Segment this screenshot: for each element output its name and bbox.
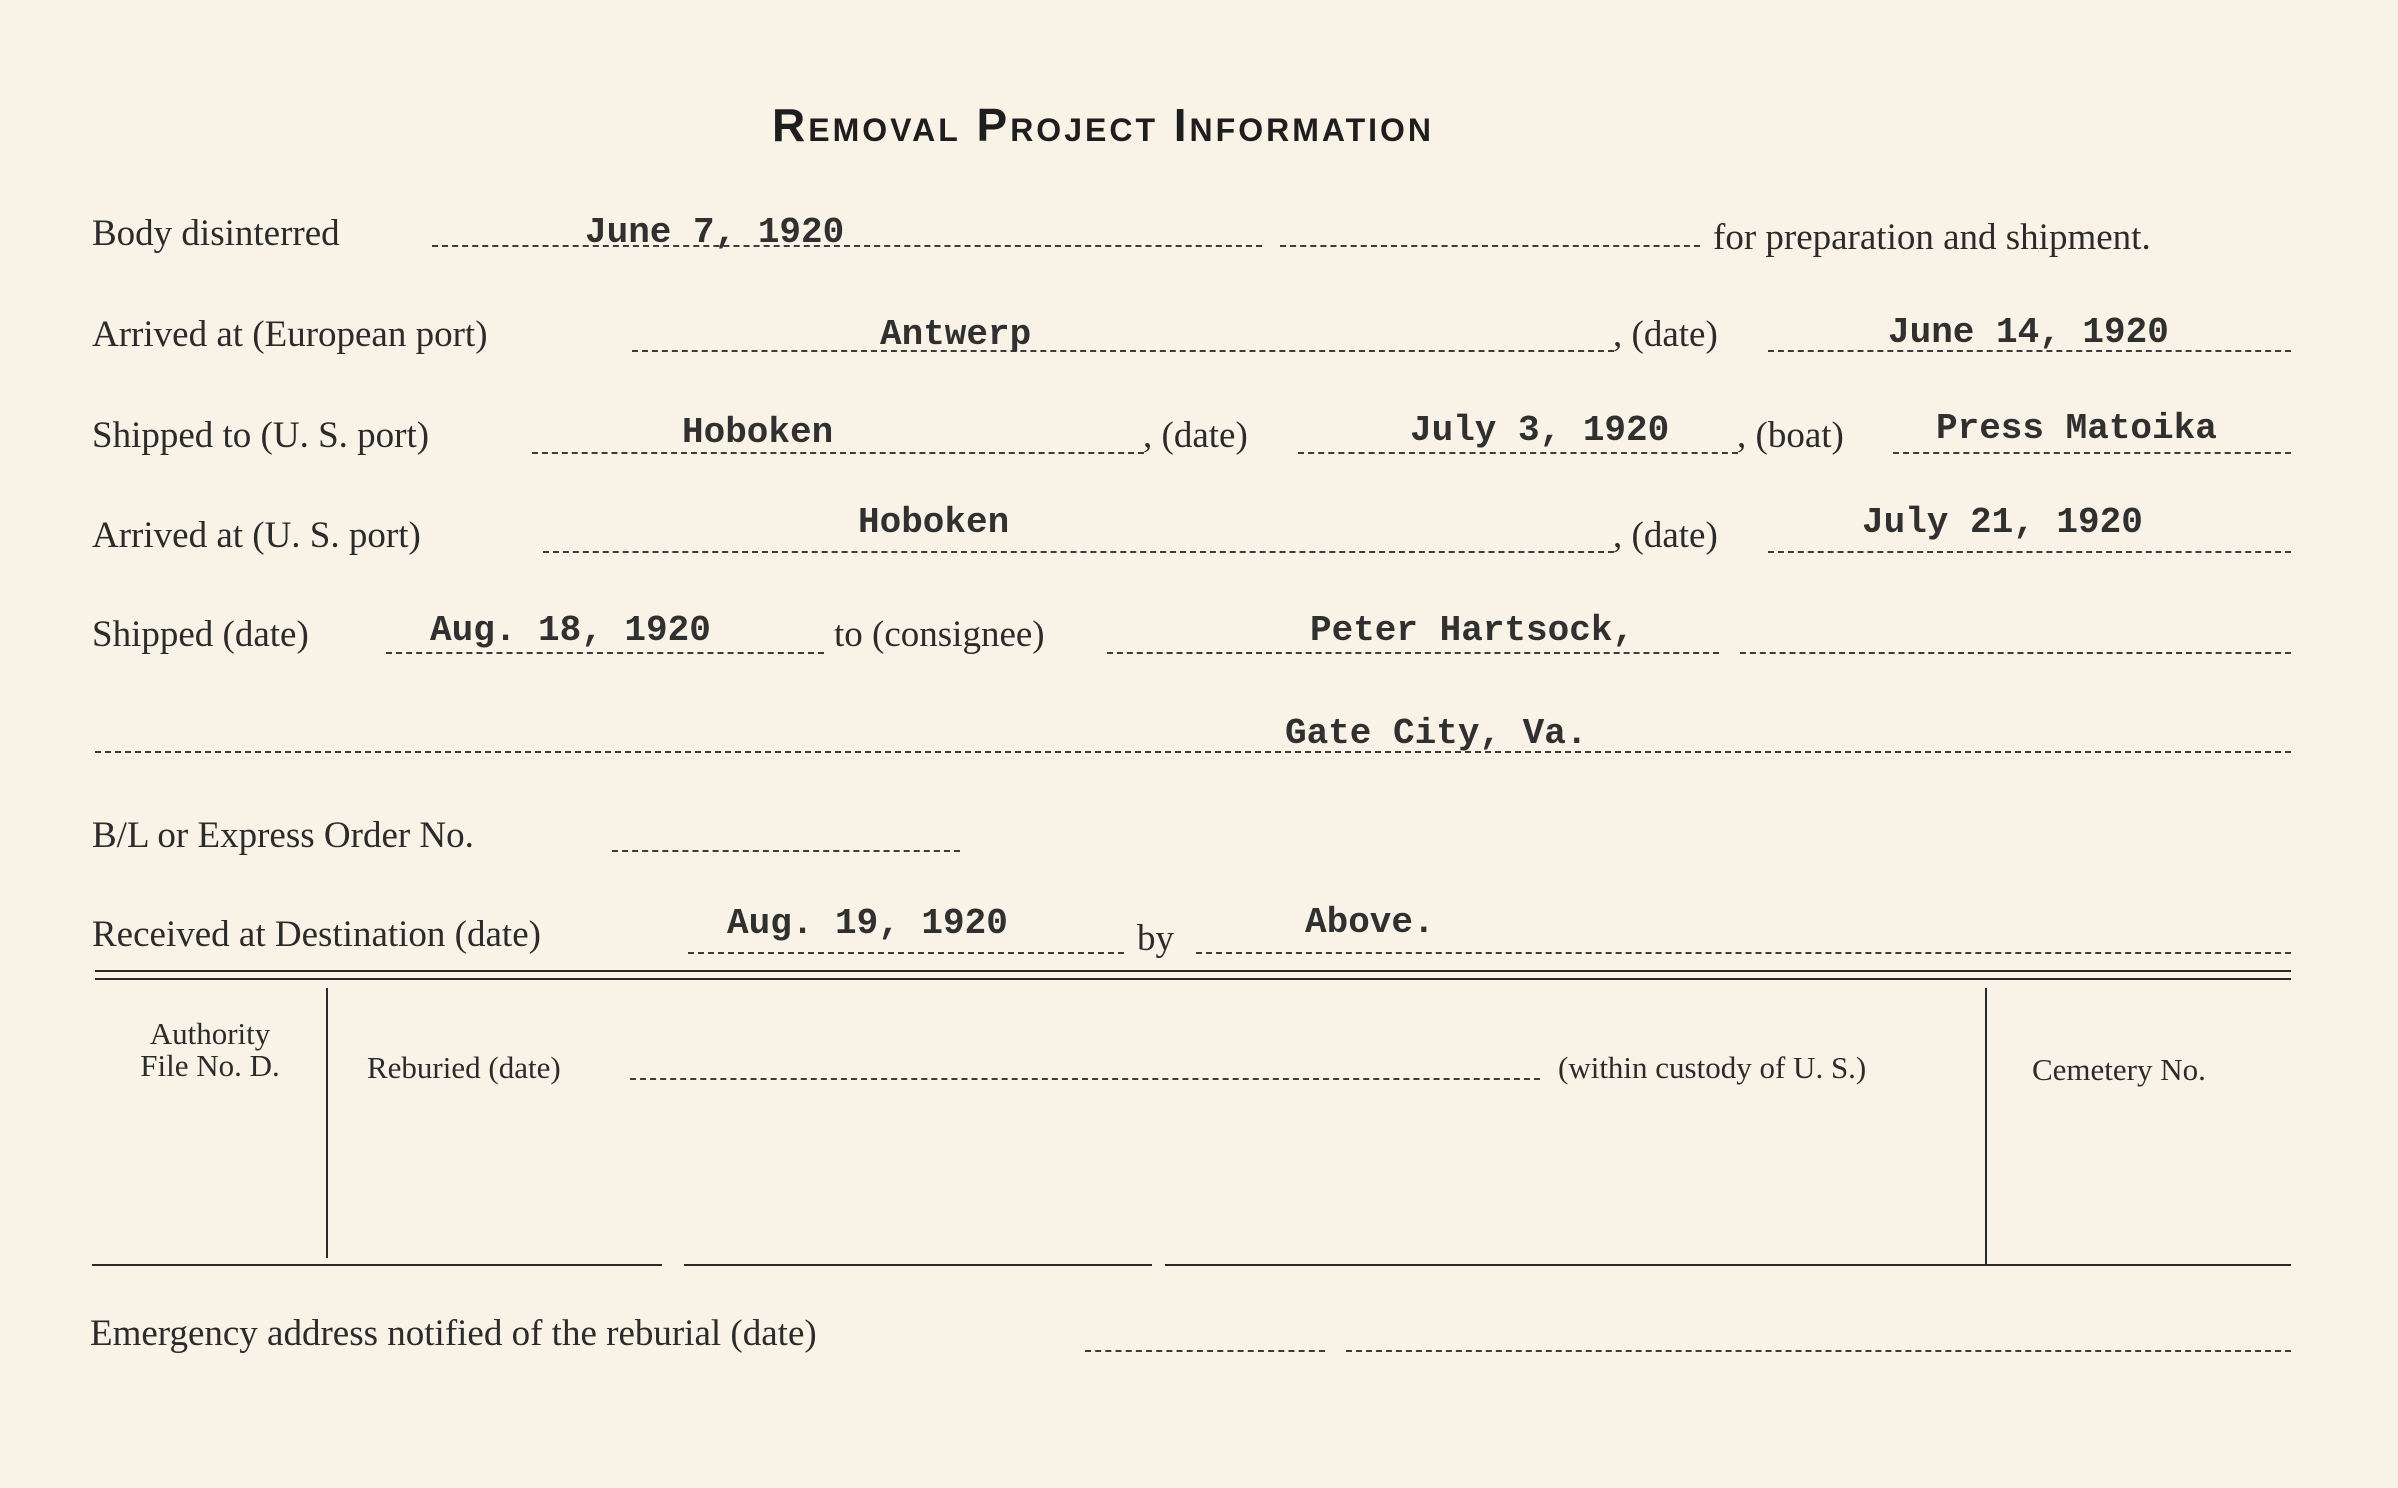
arrived-us-value: Hoboken bbox=[858, 502, 1010, 543]
arrived-us-label: Arrived at (U. S. port) bbox=[92, 515, 421, 556]
consignee-line bbox=[1107, 652, 1719, 654]
cemetery-column-divider bbox=[1985, 988, 1987, 1264]
arrived-us-date-line bbox=[1768, 551, 2291, 553]
received-date: Aug. 19, 1920 bbox=[727, 903, 1008, 944]
consignee-label: to (consignee) bbox=[834, 614, 1045, 655]
european-port-line bbox=[632, 350, 1614, 352]
preparation-shipment-label: for preparation and shipment. bbox=[1713, 217, 2151, 258]
authority-column-divider bbox=[326, 988, 328, 1258]
authority-label: Authority bbox=[149, 1016, 271, 1051]
european-port-date-label: , (date) bbox=[1613, 314, 1718, 355]
shipped-date-value: Aug. 18, 1920 bbox=[430, 610, 711, 651]
shipped-to-us-date-line bbox=[1298, 452, 1738, 454]
bottom-rule-2 bbox=[684, 1264, 1152, 1266]
received-by-line bbox=[1196, 952, 2291, 954]
bl-label: B/L or Express Order No. bbox=[92, 815, 474, 856]
arrived-us-date: July 21, 1920 bbox=[1862, 502, 2143, 543]
divider-bottom bbox=[95, 978, 2291, 980]
european-port-label: Arrived at (European port) bbox=[92, 314, 488, 355]
european-port-date: June 14, 1920 bbox=[1888, 312, 2169, 353]
received-date-line bbox=[688, 952, 1124, 954]
european-port-value: Antwerp bbox=[880, 314, 1032, 355]
emergency-label: Emergency address notified of the reburial (date) bbox=[90, 1313, 817, 1354]
received-by-value: Above. bbox=[1305, 902, 1435, 943]
body-disinterred-line-2 bbox=[1280, 245, 1700, 247]
bottom-rule-1 bbox=[92, 1264, 662, 1266]
received-label: Received at Destination (date) bbox=[92, 914, 541, 955]
shipped-to-us-label: Shipped to (U. S. port) bbox=[92, 415, 430, 456]
received-by-label: by bbox=[1137, 918, 1174, 959]
shipped-to-us-date: July 3, 1920 bbox=[1410, 410, 1670, 451]
address-line bbox=[95, 751, 2291, 753]
shipped-to-us-value: Hoboken bbox=[682, 412, 834, 453]
custody-label: (within custody of U. S.) bbox=[1558, 1050, 1867, 1085]
shipped-to-us-date-label: , (date) bbox=[1143, 415, 1248, 456]
reburied-line bbox=[630, 1078, 1540, 1080]
arrived-us-date-label: , (date) bbox=[1613, 515, 1718, 556]
emergency-line-2 bbox=[1346, 1350, 2291, 1352]
shipped-date-line bbox=[386, 652, 824, 654]
divider-top bbox=[95, 970, 2291, 972]
boat-label: , (boat) bbox=[1737, 415, 1844, 456]
bottom-rule-3 bbox=[1165, 1264, 2291, 1266]
consignee-value: Peter Hartsock, bbox=[1310, 610, 1635, 651]
boat-line bbox=[1893, 452, 2291, 454]
shipped-date-label: Shipped (date) bbox=[92, 614, 309, 655]
reburied-label: Reburied (date) bbox=[367, 1050, 561, 1085]
body-disinterred-line bbox=[432, 245, 1262, 247]
body-disinterred-label: Body disinterred bbox=[92, 213, 340, 254]
consignee-line-2 bbox=[1740, 652, 2291, 654]
card-title: Removal Project Information bbox=[772, 99, 1435, 151]
shipped-to-us-line bbox=[532, 452, 1144, 454]
arrived-us-line bbox=[543, 551, 1614, 553]
body-disinterred-value: June 7, 1920 bbox=[585, 212, 845, 253]
file-no-label: File No. D. bbox=[140, 1048, 280, 1083]
consignee-address: Gate City, Va. bbox=[1285, 713, 1588, 754]
bl-line bbox=[612, 850, 960, 852]
emergency-line bbox=[1085, 1350, 1325, 1352]
cemetery-no-label: Cemetery No. bbox=[2032, 1052, 2206, 1087]
boat-value: Press Matoika bbox=[1936, 408, 2217, 449]
